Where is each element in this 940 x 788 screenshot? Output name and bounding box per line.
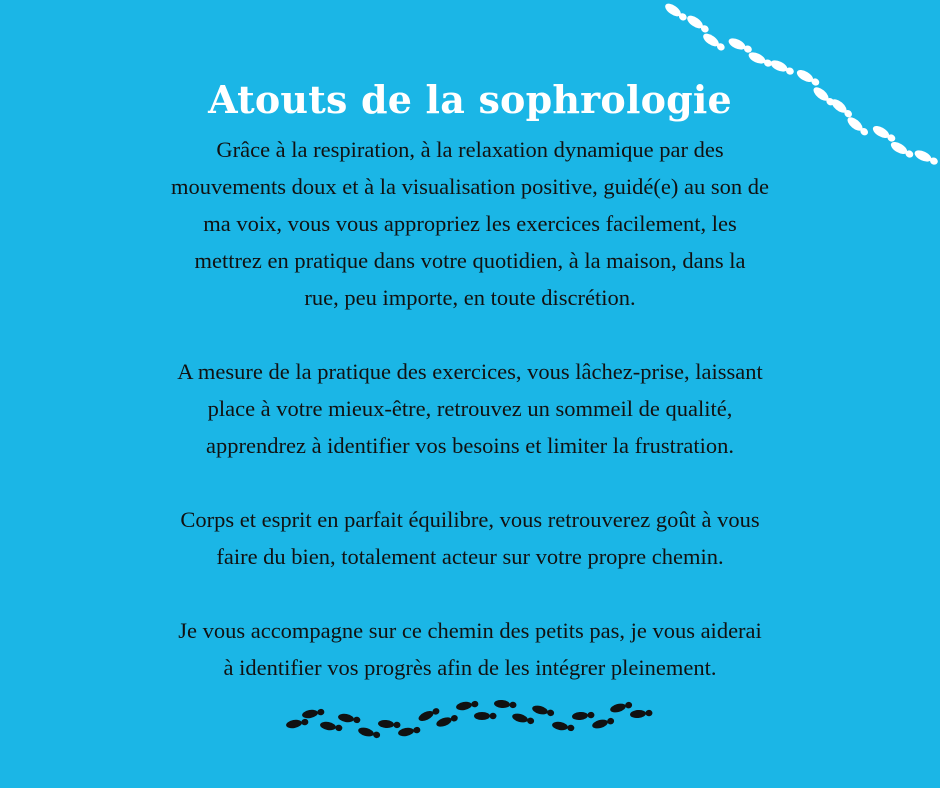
- page-title: Atouts de la sophrologie: [208, 77, 732, 123]
- paragraph-accompagnement: Je vous accompagne sur ce chemin des petits pas, je vous aiderai à identifier vos progrès afin de les intégrer pleinement.: [178, 618, 762, 680]
- body-text: [70, 131, 870, 686]
- footprints-trail-black-icon: [282, 694, 662, 742]
- paragraph-respiration: Grâce à la respiration, à la relaxation dynamique par des mouvements doux et à la visualisation positive, guidé(e) au son de ma voix, vous vous appropriez les exercices facilement, les mettrez en pratique dans votre quotidien, à la maison, dans la rue, peu importe, en toute discrétion.: [171, 137, 769, 310]
- paragraph-equilibre: Corps et esprit en parfait équilibre, vous retrouverez goût à vous faire du bien, totalement acteur sur votre propre chemin.: [180, 507, 760, 569]
- paragraph-pratique: A mesure de la pratique des exercices, vous lâchez-prise, laissant place à votre mieux-être, retrouvez un sommeil de qualité, apprendrez à identifier vos besoins et limiter la frustration.: [177, 359, 763, 458]
